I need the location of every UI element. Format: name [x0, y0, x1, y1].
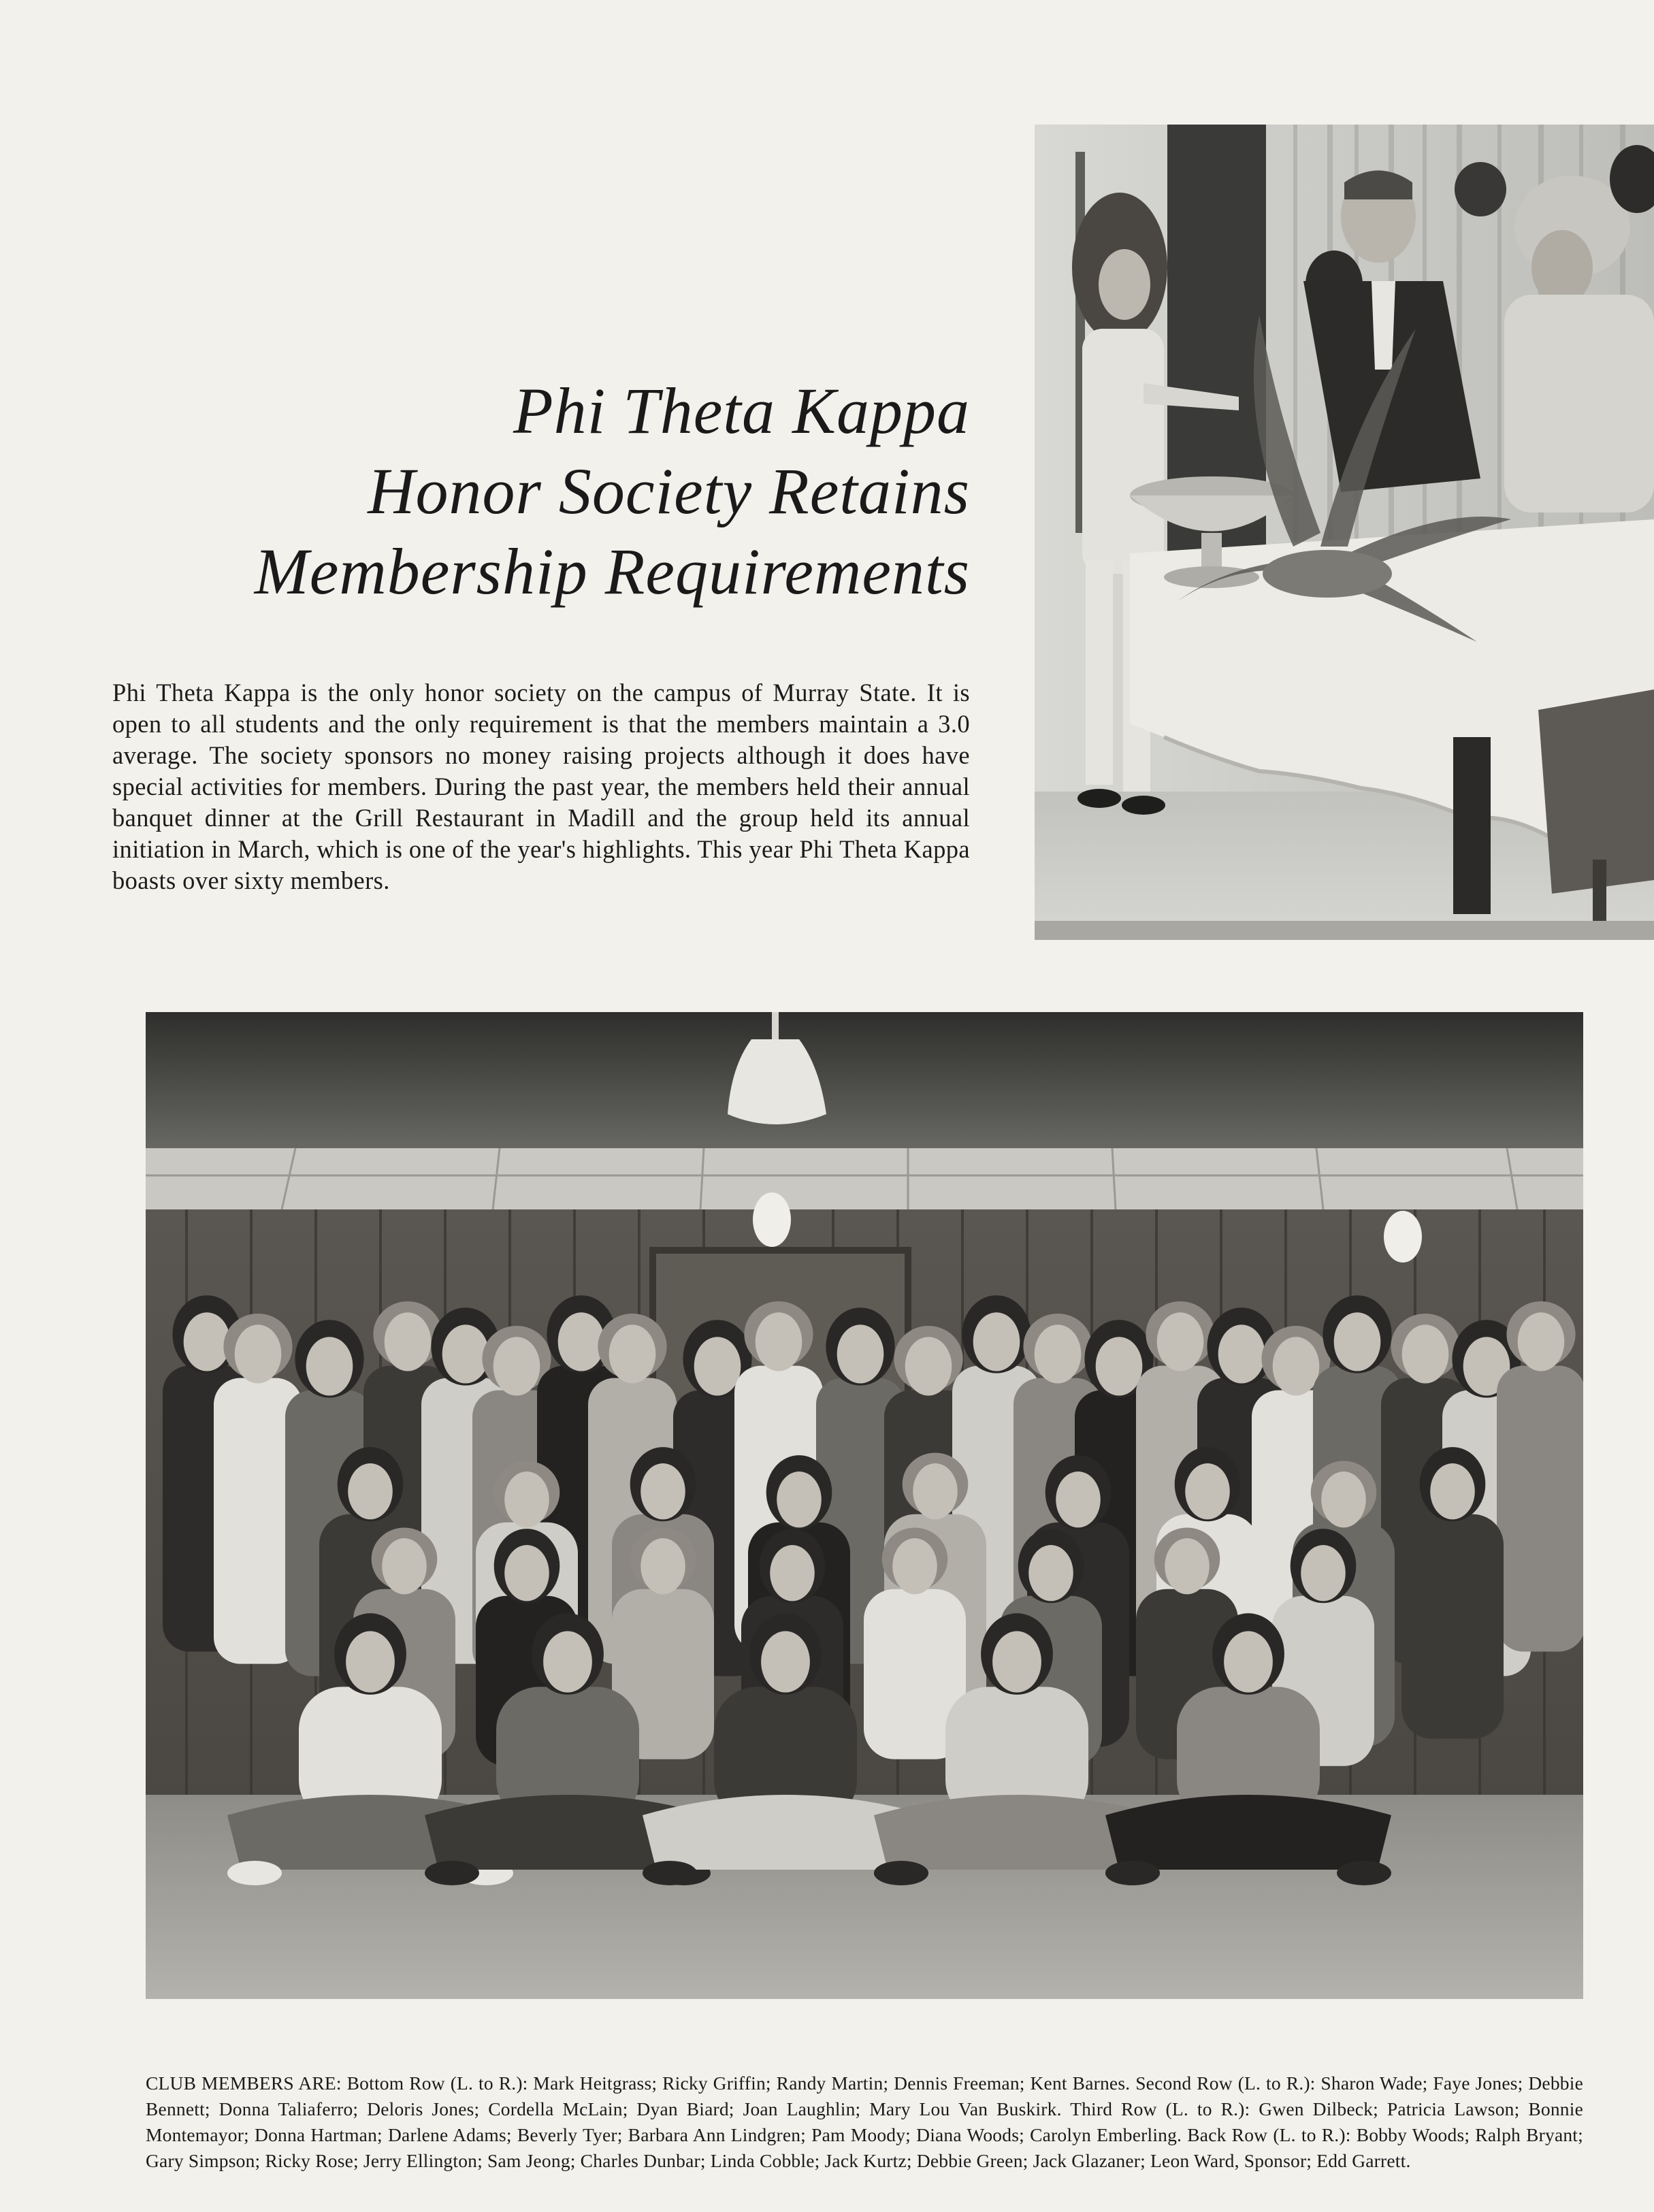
headline-line-3: Membership Requirements	[254, 535, 970, 608]
article-body: Phi Theta Kappa is the only honor society on the campus of Murray State. It is open to all students and the only requirement is that the members maintain a 3.0 average. The society sponsors no money raising projects although it does have special activities for members. During the past year, the members held their annual banquet dinner at the Grill Restaurant in Madill and the group held its annual initiation in March, which is one of the year's highlights. This year Phi Theta Kappa boasts over sixty members.	[112, 679, 970, 894]
article-headline	[123, 371, 970, 612]
club-members-group-photo	[146, 1012, 1583, 1999]
headline-line-1: Phi Theta Kappa	[513, 374, 970, 447]
banquet-photo	[1035, 125, 1654, 940]
club-members-caption: CLUB MEMBERS ARE: Bottom Row (L. to R.): Mark Heitgrass; Ricky Griffin; Randy Martin; Dennis Freeman; Kent Barnes. Second Row (L. to R.): Sharon Wade; Faye Jones; Debbie Bennett; Donna Taliaferro; Deloris Jones; Cordella McLain; Dyan Biard; Joan Laughlin; Mary Lou Van Buskirk. Third Row (L. to R.): Gwen Dilbeck; Patricia Lawson; Bonnie Montemayor; Donna Hartman; Darlene Adams; Beverly Tyer; Barbara Ann Lindgren; Pam Moody; Diana Woods; Carolyn Emberling. Back Row (L. to R.): Bobby Woods; Ralph Bryant; Gary Simpson; Ricky Rose; Jerry Ellington; Sam Jeong; Charles Dunbar; Linda Cobble; Jack Kurtz; Debbie Green; Jack Glazaner; Leon Ward, Sponsor; Edd Garrett.	[146, 2072, 1583, 2171]
banquet-photo-illustration	[1035, 125, 1654, 940]
headline-line-2: Honor Society Retains	[368, 455, 970, 527]
group-photo-illustration	[146, 1012, 1583, 1999]
